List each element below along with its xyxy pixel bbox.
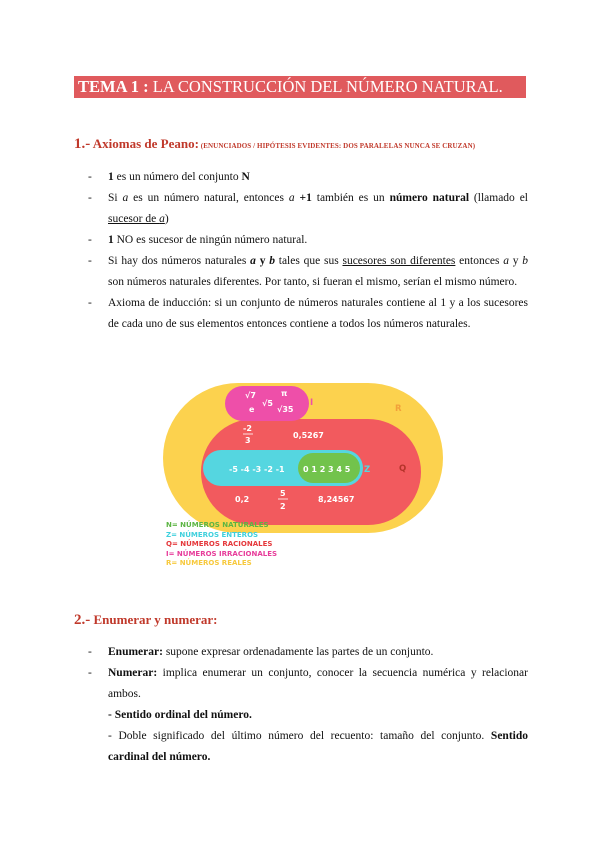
page-title bbox=[74, 76, 526, 98]
legend-irrational: I= NÚMEROS IRRACIONALES bbox=[166, 549, 278, 558]
irr-sqrt5: √5 bbox=[262, 399, 273, 408]
title-rest: LA CONSTRUCCIÓN DEL NÚMERO NATURAL. bbox=[148, 77, 503, 96]
cardinal-sense: - Doble significado del último número del recuento: tamaño del conjunto. Sentido cardinal del número. bbox=[108, 730, 528, 763]
list-item: - Si a es un número natural, entonces a +1 también es un número natural (llamado el sucesor de a) bbox=[88, 188, 528, 230]
label-r: R bbox=[395, 404, 402, 414]
legend-rational: Q= NÚMEROS RACIONALES bbox=[166, 540, 273, 549]
frac1-denominator: 3 bbox=[245, 436, 251, 445]
frac2-numerator: 5 bbox=[280, 489, 286, 498]
section-1-title: Axiomas de Peano: bbox=[90, 136, 199, 151]
irr-pi: π bbox=[281, 389, 288, 398]
irr-sqrt35: √35 bbox=[277, 405, 294, 414]
natural-numbers-values: 0 1 2 3 4 5 bbox=[303, 465, 351, 474]
peano-axioms-list bbox=[88, 167, 528, 335]
legend-real: R= NÚMEROS REALES bbox=[166, 559, 252, 568]
list-item: - Axioma de inducción: si un conjunto de números naturales contiene al 1 y a los sucesores de cada uno de sus elementos entonces contiene a todos los números naturales. bbox=[88, 293, 528, 335]
label-q: Q bbox=[399, 464, 407, 474]
section-2-number: 2.- bbox=[74, 612, 91, 628]
frac1-numerator: -2 bbox=[243, 424, 252, 433]
decimal-8-24567: 8,24567 bbox=[318, 495, 355, 504]
list-item: - Numerar: implica enumerar un conjunto, conocer la secuencia numérica y relacionar ambos. - Sentido ordinal del número. - Doble significado del último número del recuento: tamaño del conjunto. Sentido cardinal del número. bbox=[88, 663, 528, 768]
decimal-0-2: 0,2 bbox=[235, 495, 250, 504]
section-2-title: Enumerar y numerar: bbox=[90, 612, 218, 627]
frac2-denominator: 2 bbox=[280, 502, 286, 511]
ordinal-sense: - Sentido ordinal del número. bbox=[108, 709, 252, 721]
irr-sqrt7: √7 bbox=[245, 391, 256, 400]
title-bold: TEMA 1 : bbox=[78, 77, 149, 96]
label-z: Z bbox=[364, 465, 371, 475]
label-i: I bbox=[310, 398, 314, 408]
legend-integer: Z= NÚMEROS ENTEROS bbox=[166, 530, 259, 539]
negative-integers: -5 -4 -3 -2 -1 bbox=[229, 465, 285, 474]
diagram-legend bbox=[166, 521, 277, 569]
section-1-note: (ENUNCIADOS / HIPÓTESIS EVIDENTES: DOS PARALELAS NUNCA SE CRUZAN) bbox=[198, 142, 476, 150]
legend-natural: N= NÚMEROS NATURALES bbox=[166, 521, 269, 529]
label-n: N bbox=[352, 465, 360, 475]
section-2-heading bbox=[74, 612, 217, 629]
irr-e: e bbox=[249, 405, 255, 414]
list-item: - Enumerar: supone expresar ordenadamente las partes de un conjunto. bbox=[88, 642, 528, 663]
list-item: - 1 NO es sucesor de ningún número natural. bbox=[88, 230, 528, 251]
decimal-0-5267: 0,5267 bbox=[293, 431, 324, 440]
list-item: - 1 es un número del conjunto N bbox=[88, 167, 528, 188]
section-1-heading bbox=[74, 136, 475, 153]
section-1-number: 1.- bbox=[74, 136, 91, 152]
list-item: - Si hay dos números naturales a y b tales que sus sucesores son diferentes entonces a y b son números naturales diferentes. Por tanto, si fueran el mismo, serían el mismo número. bbox=[88, 251, 528, 293]
enumerate-list bbox=[88, 642, 528, 768]
